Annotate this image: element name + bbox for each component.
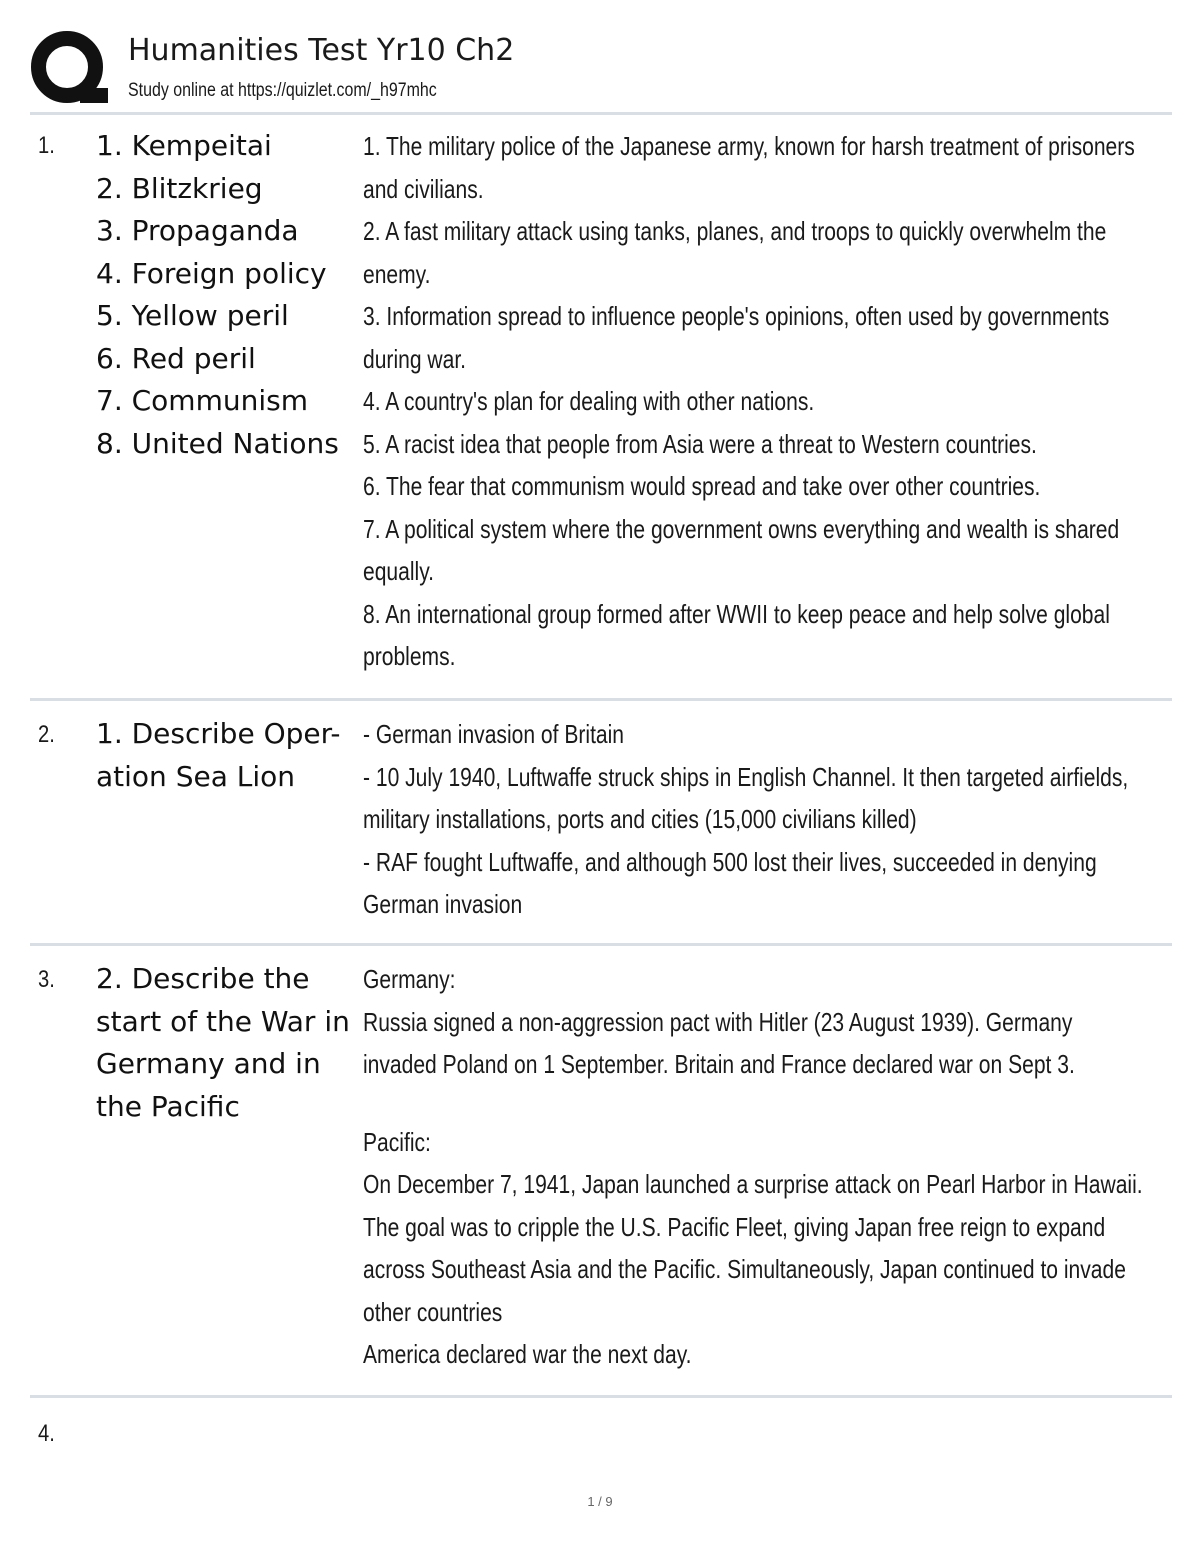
- definition-line: other countries: [363, 1296, 503, 1327]
- quizlet-q-logo-icon: [30, 30, 108, 108]
- card-number: 2.: [38, 721, 55, 748]
- card-definition: [363, 125, 1157, 678]
- set-title: Humanities Test Yr10 Ch2: [128, 33, 515, 68]
- page-header: [30, 30, 1172, 114]
- definition-line: America declared war the next day.: [363, 1339, 692, 1369]
- card-term: [96, 958, 361, 1128]
- term-line: 7. Communism: [96, 384, 308, 417]
- definition-line: 3. Information spread to influence people's opinions, often used by governments: [363, 301, 1110, 331]
- study-online-link-text: Study online at https://quizlet.com/_h97mhc: [128, 80, 437, 101]
- definition-line: On December 7, 1941, Japan launched a surprise attack on Pearl Harbor in Hawaii.: [363, 1169, 1143, 1199]
- definition-line: problems.: [363, 641, 456, 671]
- term-line: Germany and in: [96, 1047, 321, 1080]
- term-line: start of the War in: [96, 1004, 350, 1038]
- page-indicator: 1 / 9: [587, 1494, 613, 1509]
- definition-line: - German invasion of Britain: [363, 719, 625, 749]
- definition-line: 4. A country's plan for dealing with other nations.: [363, 386, 815, 416]
- definition-line: - RAF fought Luftwaffe, and although 500 lost their lives, succeeded in denying: [363, 846, 1097, 877]
- flashcard-row: [30, 1398, 1172, 1478]
- definition-line: during war.: [363, 343, 467, 374]
- definition-line: Russia signed a non-aggression pact with Hitler (23 August 1939). Germany: [363, 1006, 1073, 1037]
- definition-line: 6. The fear that communism would spread and take over other countries.: [363, 471, 1041, 501]
- definition-line: enemy.: [363, 258, 431, 289]
- card-term: [96, 713, 361, 798]
- card-definition: [363, 713, 1157, 926]
- definition-line: German invasion: [363, 889, 523, 919]
- term-line: ation Sea Lion: [96, 759, 296, 793]
- term-line: 1. Kempeitai: [96, 129, 272, 162]
- definition-line: and civilians.: [363, 173, 484, 204]
- definition-line: 7. A political system where the government owns everything and wealth is shared: [363, 513, 1120, 544]
- card-number: 4.: [38, 1420, 55, 1447]
- definition-line: - 10 July 1940, Luftwaffe struck ships in English Channel. It then targeted airfields,: [363, 761, 1129, 792]
- flashcard-row: [30, 115, 1172, 701]
- term-line: 2. Blitzkrieg: [96, 171, 263, 205]
- flashcard-row: [30, 701, 1172, 946]
- definition-line: 2. A fast military attack using tanks, planes, and troops to quickly overwhelm the: [363, 216, 1107, 246]
- definition-line: equally.: [363, 556, 435, 586]
- term-line: 5. Yellow peril: [96, 299, 289, 332]
- term-line: 6. Red peril: [96, 341, 256, 375]
- card-definition: [363, 958, 1157, 1376]
- term-line: 8. United Nations: [96, 426, 339, 460]
- definition-line: 1. The military police of the Japanese army, known for harsh treatment of prisoners: [363, 131, 1135, 161]
- definition-line: military installations, ports and cities (15,000 civilians killed): [363, 804, 917, 834]
- definition-line: 5. A racist idea that people from Asia were a threat to Western countries.: [363, 428, 1037, 459]
- term-line: 4. Foreign policy: [96, 256, 327, 290]
- definition-line: Pacific:: [363, 1126, 431, 1157]
- term-line: the Pacific: [96, 1089, 240, 1123]
- definition-line: across Southeast Asia and the Pacific. Simultaneously, Japan continued to invade: [363, 1254, 1126, 1284]
- definition-line: The goal was to cripple the U.S. Pacific Fleet, giving Japan free reign to expand: [363, 1211, 1106, 1242]
- flashcard-list: [30, 115, 1172, 1478]
- term-line: 3. Propaganda: [96, 214, 299, 247]
- term-line: 1. Describe Oper-: [96, 717, 341, 750]
- definition-line: Germany:: [363, 964, 456, 994]
- definition-line: [363, 1086, 1157, 1121]
- card-term: [96, 125, 361, 465]
- card-number: 3.: [38, 966, 55, 993]
- definition-line: invaded Poland on 1 September. Britain and France declared war on Sept 3.: [363, 1049, 1075, 1079]
- term-line: 2. Describe the: [96, 962, 310, 995]
- card-number: 1.: [38, 132, 55, 159]
- definition-line: 8. An international group formed after WWII to keep peace and help solve global: [363, 598, 1110, 629]
- flashcard-row: [30, 946, 1172, 1398]
